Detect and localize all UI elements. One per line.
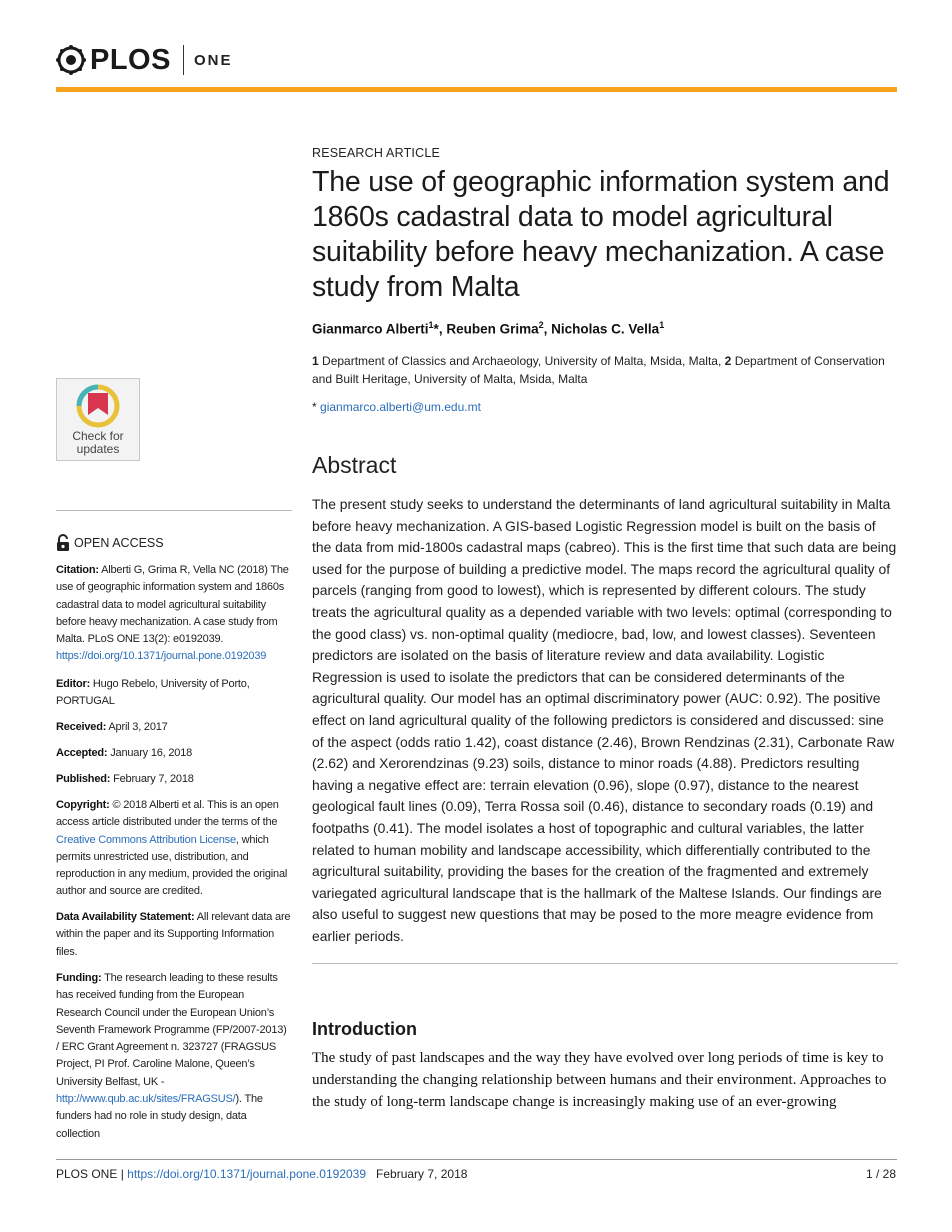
sidebar-divider: [56, 510, 292, 511]
funding-link[interactable]: http://www.qub.ac.uk/sites/FRAGSUS/: [56, 1093, 236, 1106]
received-date: April 3, 2017: [108, 721, 168, 733]
article-type: RESEARCH ARTICLE: [312, 146, 441, 160]
badge-label-line: updates: [76, 442, 120, 456]
brand-name: PLOS: [90, 43, 171, 76]
abstract-text: The present study seeks to understand the determinants of land agricultural suitability in Malta before heavy mechanization. A GIS-based Logistic Regression model is built on the basis of the data from mid-1800s cadastral maps (cabreo). This is the first time that such data are being used for the purpose of building a predictive model. The maps record the agricultural quality of parcels (ranging from good to lowest), which is represented by different colours. The study treats the agricultural quality as a depended variable with two levels: optimal (corresponding to the good class) vs. non-optimal quality (mediocre, bad, low, and lowest classes). Seventeen predictors are isolated on the basis of literature review and data availability. Logistic Regression is used to isolate the predictors that can be considered determinants of the agricultural quality. Our model has an optimal discriminatory power (AUC: 0.92). The positive effect on land agricultural quality of the following predictors is considered and discussed: sine of the aspect (odds ratio 1.42), coast distance (2.46), Brown Rendzinas (2.31), Carbonate Raw (2.62) and Xerorendzinas (9.23) soils, distance to minor roads (4.88). Predictors resulting having a negative effect are: terrain elevation (0.96), slope (0.97), distance to the nearest geological fault lines (0.09), Terra Rossa soil (0.46), distance to secondary roads (0.19) and footpaths (0.41). The model isolates a host of topographic and cultural variables, the latter related to human mobility and landscape accessibility, which differentially contributed to the agricultural suitability, providing the bases for the creation of the fragmented and extremely variegated agricultural landscape that is the hallmark of the Maltese Islands. Our findings are also useful to suggest new questions that may be posed to the more meagre evidence from earlier periods.: [312, 496, 897, 944]
open-access-label: [56, 534, 164, 552]
copyright-text: © 2018 Alberti et al. This is an open access article distributed under the terms of the: [56, 799, 279, 829]
received-block: [56, 719, 292, 736]
footer-doi-link[interactable]: https://doi.org/10.1371/journal.pone.0192039: [127, 1167, 367, 1181]
funding-text: ). The funders had no role in study design, data collection: [56, 1093, 263, 1140]
accepted-label: Accepted:: [56, 747, 108, 759]
funding-block: [56, 970, 292, 1143]
editor-text: Hugo Rebelo, University of Porto, PORTUGAL: [56, 678, 250, 708]
data-availability-block: [56, 909, 292, 961]
introduction-heading: Introduction: [312, 1019, 417, 1039]
affiliation-number: 1: [312, 354, 319, 368]
footer-divider: [56, 1159, 897, 1160]
open-access-text: OPEN ACCESS: [74, 536, 164, 550]
author-separator: ,: [543, 321, 552, 337]
citation-text: Alberti G, Grima R, Vella NC (2018) The use of geographic information system and 1860s cadastral data to model agricultural suitability before heavy mechanization. A case study from Malta. PLoS ONE 13(2): e0192039.: [56, 564, 289, 646]
introduction-text: The study of past landscapes and the way they have evolved over long periods of time is key to understanding the changing relationship between humans and their environment. Approaches to the study of long-term landscape change is increasingly making use of an ever-growing: [312, 1050, 887, 1110]
footer-journal: PLOS ONE |: [56, 1167, 124, 1181]
plos-logo-icon: [56, 45, 86, 75]
open-lock-icon: [56, 534, 70, 552]
funding-label: Funding:: [56, 972, 102, 984]
section-divider: [312, 963, 898, 964]
citation-doi-link[interactable]: https://doi.org/10.1371/journal.pone.0192039: [56, 650, 267, 663]
header-accent-bar: [56, 87, 897, 92]
author-separator: ,: [438, 321, 447, 337]
published-date: February 7, 2018: [113, 773, 194, 785]
corresponding-mark: *: [433, 321, 439, 337]
page-number: 1 / 28: [865, 1167, 896, 1181]
author-list: [312, 320, 898, 337]
footer-date: February 7, 2018: [376, 1167, 468, 1181]
author-affil-sup: 1: [428, 320, 434, 330]
affiliations: [312, 352, 898, 388]
affiliation-text: Department of Conservation and Built Heritage, University of Malta, Msida, Malta: [312, 354, 885, 386]
badge-label-line: Check for: [72, 429, 124, 443]
citation-block: [56, 562, 292, 666]
crossmark-icon: [57, 379, 139, 431]
author-name[interactable]: Reuben Grima: [446, 321, 539, 337]
copyright-text: , which permits unrestricted use, distribution, and reproduction in any medium, provided the original author and source are credited.: [56, 833, 288, 898]
journal-name: ONE: [193, 51, 233, 69]
article-title: The use of geographic information system and 1860s cadastral data to model agricultural suitability before heavy mechanization. A case study from Malta: [312, 166, 890, 303]
copyright-block: [56, 797, 292, 901]
editor-block: [56, 676, 292, 711]
received-label: Received:: [56, 721, 107, 733]
badge-label: [57, 430, 139, 456]
corresponding-email: [312, 400, 898, 414]
accepted-date: January 16, 2018: [110, 747, 193, 759]
logo-divider: [183, 45, 184, 75]
author-affil-sup: 2: [538, 320, 544, 330]
published-label: Published:: [56, 773, 111, 785]
journal-logo[interactable]: [56, 40, 232, 80]
email-link[interactable]: gianmarco.alberti@um.edu.mt: [320, 400, 481, 414]
data-availability-label: Data Availability Statement:: [56, 911, 195, 923]
data-availability-text: All relevant data are within the paper and its Supporting Information files.: [56, 911, 291, 958]
license-link[interactable]: Creative Commons Attribution License: [56, 833, 236, 846]
author-affil-sup: 1: [659, 320, 665, 330]
editor-label: Editor:: [56, 678, 91, 690]
author-name[interactable]: Nicholas C. Vella: [551, 321, 660, 337]
email-prefix: *: [312, 400, 321, 414]
author-name[interactable]: Gianmarco Alberti: [312, 321, 429, 337]
accepted-block: [56, 745, 292, 762]
page-footer: [56, 1167, 467, 1181]
check-for-updates-badge[interactable]: [56, 378, 140, 461]
published-block: [56, 771, 292, 788]
affiliation-number: 2: [724, 354, 732, 368]
funding-text: The research leading to these results has received funding from the European Research Council under the European Union’s Seventh Framework Programme (FP/2007-2013) / ERC Grant Agreement n. 323727 (FRAGSUS Project, PI Prof. Caroline Malone, Queen’s University Belfast, UK -: [56, 972, 287, 1088]
affiliation-text: Department of Classics and Archaeology, University of Malta, Msida, Malta,: [322, 354, 722, 368]
copyright-label: Copyright:: [56, 799, 110, 811]
citation-label: Citation:: [56, 564, 99, 576]
abstract-heading: Abstract: [312, 452, 397, 478]
